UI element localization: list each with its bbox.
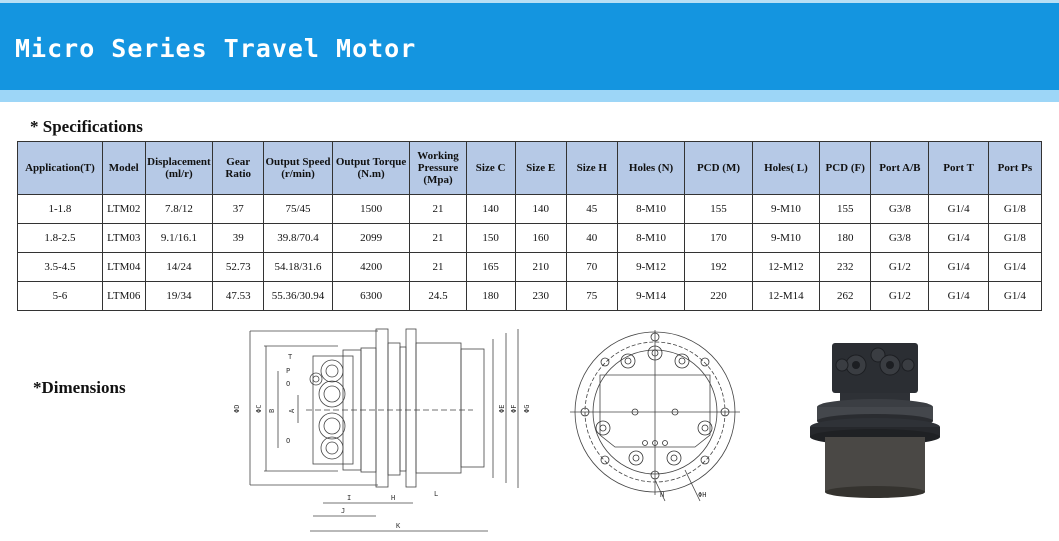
- column-header: Displacement (ml/r): [145, 142, 212, 195]
- dimensions-heading: *Dimensions: [33, 378, 126, 397]
- table-row: [18, 282, 1042, 311]
- column-header: Port Ps: [988, 142, 1041, 195]
- specifications-heading: * Specifications: [30, 117, 143, 136]
- table-cell: 70: [566, 253, 617, 282]
- table-cell: 170: [685, 224, 752, 253]
- table-cell: 54.18/31.6: [264, 253, 332, 282]
- table-cell: 75/45: [264, 195, 332, 224]
- column-header: Output Speed (r/min): [264, 142, 332, 195]
- table-cell: LTM03: [102, 224, 145, 253]
- table-cell: G1/4: [929, 195, 988, 224]
- table-cell: 6300: [332, 282, 410, 311]
- table-cell: 39.8/70.4: [264, 224, 332, 253]
- table-cell: 165: [466, 253, 515, 282]
- table-cell: G1/4: [988, 282, 1041, 311]
- table-cell: G1/2: [871, 253, 929, 282]
- side-view-drawing: [228, 323, 538, 538]
- table-cell: 9-M12: [617, 253, 684, 282]
- svg-text:ΦC: ΦC: [255, 404, 263, 413]
- table-cell: 4200: [332, 253, 410, 282]
- column-header: Working Pressure (Mpa): [410, 142, 466, 195]
- table-cell: 1.8-2.5: [18, 224, 103, 253]
- table-cell: 262: [820, 282, 871, 311]
- column-header: Port T: [929, 142, 988, 195]
- column-header: PCD (M): [685, 142, 752, 195]
- table-cell: 230: [515, 282, 566, 311]
- table-cell: 21: [410, 224, 466, 253]
- svg-text:T: T: [288, 353, 293, 361]
- svg-text:ΦF: ΦF: [510, 404, 518, 413]
- table-cell: G1/8: [988, 195, 1041, 224]
- table-cell: 180: [466, 282, 515, 311]
- column-header: Size H: [566, 142, 617, 195]
- table-cell: 155: [685, 195, 752, 224]
- svg-text:K: K: [396, 522, 401, 530]
- table-cell: 47.53: [213, 282, 264, 311]
- table-cell: 12-M12: [752, 253, 819, 282]
- column-header: Size E: [515, 142, 566, 195]
- svg-text:ΦH: ΦH: [698, 491, 707, 499]
- banner-strip: [0, 90, 1059, 102]
- table-cell: G1/2: [871, 282, 929, 311]
- table-cell: 21: [410, 195, 466, 224]
- svg-text:J: J: [341, 507, 346, 515]
- table-cell: 52.73: [213, 253, 264, 282]
- table-cell: 150: [466, 224, 515, 253]
- table-cell: 140: [515, 195, 566, 224]
- table-cell: LTM02: [102, 195, 145, 224]
- svg-text:O: O: [286, 380, 291, 388]
- table-cell: 5-6: [18, 282, 103, 311]
- table-cell: 21: [410, 253, 466, 282]
- table-cell: 75: [566, 282, 617, 311]
- table-cell: 3.5-4.5: [18, 253, 103, 282]
- table-cell: 220: [685, 282, 752, 311]
- table-cell: 39: [213, 224, 264, 253]
- table-cell: 40: [566, 224, 617, 253]
- svg-text:ΦD: ΦD: [233, 404, 241, 413]
- table-row: [18, 195, 1042, 224]
- table-cell: G3/8: [871, 195, 929, 224]
- page-title: Micro Series Travel Motor: [15, 34, 417, 63]
- svg-text:I: I: [347, 494, 352, 502]
- table-cell: 140: [466, 195, 515, 224]
- table-cell: 12-M14: [752, 282, 819, 311]
- table-cell: 8-M10: [617, 224, 684, 253]
- table-cell: 1-1.8: [18, 195, 103, 224]
- table-cell: G1/4: [988, 253, 1041, 282]
- table-cell: 37: [213, 195, 264, 224]
- column-header: Output Torque (N.m): [332, 142, 410, 195]
- table-cell: G3/8: [871, 224, 929, 253]
- table-cell: G1/4: [929, 224, 988, 253]
- table-header-row: [18, 142, 1042, 195]
- table-cell: 192: [685, 253, 752, 282]
- table-cell: LTM06: [102, 282, 145, 311]
- table-row: [18, 253, 1042, 282]
- product-photo: [800, 335, 950, 500]
- svg-text:B: B: [268, 408, 276, 413]
- table-cell: 19/34: [145, 282, 212, 311]
- table-cell: 180: [820, 224, 871, 253]
- column-header: Gear Ratio: [213, 142, 264, 195]
- column-header: Model: [102, 142, 145, 195]
- table-cell: 14/24: [145, 253, 212, 282]
- table-cell: 2099: [332, 224, 410, 253]
- specifications-table: [17, 141, 1042, 311]
- column-header: Holes( L): [752, 142, 819, 195]
- table-cell: 8-M10: [617, 195, 684, 224]
- front-view-drawing: [560, 325, 760, 510]
- table-cell: 9-M10: [752, 224, 819, 253]
- table-cell: G1/4: [929, 253, 988, 282]
- svg-text:P: P: [286, 367, 291, 375]
- column-header: Holes (N): [617, 142, 684, 195]
- table-cell: 210: [515, 253, 566, 282]
- column-header: Size C: [466, 142, 515, 195]
- table-cell: 24.5: [410, 282, 466, 311]
- svg-text:L: L: [434, 490, 439, 498]
- svg-text:N: N: [660, 491, 665, 499]
- column-header: PCD (F): [820, 142, 871, 195]
- table-cell: 1500: [332, 195, 410, 224]
- svg-text:H: H: [391, 494, 396, 502]
- table-cell: 232: [820, 253, 871, 282]
- table-cell: 7.8/12: [145, 195, 212, 224]
- table-cell: 9-M14: [617, 282, 684, 311]
- table-cell: 9-M10: [752, 195, 819, 224]
- table-cell: LTM04: [102, 253, 145, 282]
- table-cell: 45: [566, 195, 617, 224]
- column-header: Application(T): [18, 142, 103, 195]
- table-row: [18, 224, 1042, 253]
- table-cell: G1/4: [929, 282, 988, 311]
- table-cell: 55.36/30.94: [264, 282, 332, 311]
- table-cell: 155: [820, 195, 871, 224]
- table-cell: G1/8: [988, 224, 1041, 253]
- svg-text:ΦE: ΦE: [498, 404, 506, 413]
- column-header: Port A/B: [871, 142, 929, 195]
- table-cell: 160: [515, 224, 566, 253]
- svg-text:ΦG: ΦG: [523, 404, 531, 413]
- svg-text:O: O: [286, 437, 291, 445]
- table-cell: 9.1/16.1: [145, 224, 212, 253]
- svg-text:A: A: [288, 408, 296, 413]
